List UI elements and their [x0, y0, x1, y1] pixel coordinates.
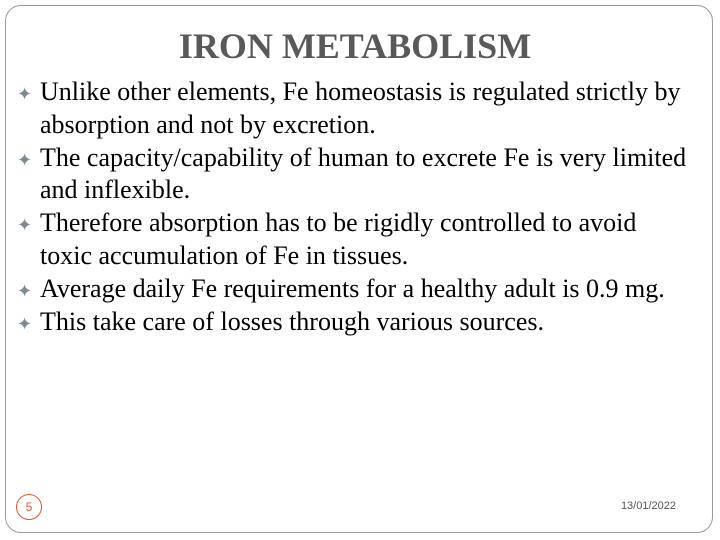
footer-date: 13/01/2022: [620, 500, 676, 512]
bullet-text: Average daily Fe requirements for a healthy adult is 0.9 mg.: [40, 273, 665, 303]
bullet-text: Unlike other elements, Fe homeostasis is regulated strictly by absorption and not by excretion.: [40, 77, 681, 139]
bullet-item: [17, 306, 694, 339]
slide-title: IRON METABOLISM: [178, 26, 532, 66]
diamond-bullet-icon: ✦: [17, 215, 33, 236]
bullet-item: [17, 207, 694, 273]
bullet-list: [17, 76, 694, 338]
diamond-bullet-icon: ✦: [17, 280, 33, 301]
bullet-text: The capacity/capability of human to excrete Fe is very limited and inflexible.: [40, 142, 687, 205]
bullet-item: [17, 76, 694, 142]
page-number-badge: [16, 494, 42, 520]
diamond-bullet-icon: ✦: [17, 84, 33, 104]
diamond-bullet-icon: ✦: [17, 313, 33, 334]
bullet-text: This take care of losses through various sources.: [40, 306, 544, 336]
page-number: 5: [25, 500, 33, 514]
diamond-bullet-icon: ✦: [17, 149, 33, 170]
bullet-text: Therefore absorption has to be rigidly controlled to avoid toxic accumulation of Fe in tissues.: [40, 208, 637, 270]
bullet-item: [17, 142, 694, 208]
bullet-item: [17, 273, 694, 306]
